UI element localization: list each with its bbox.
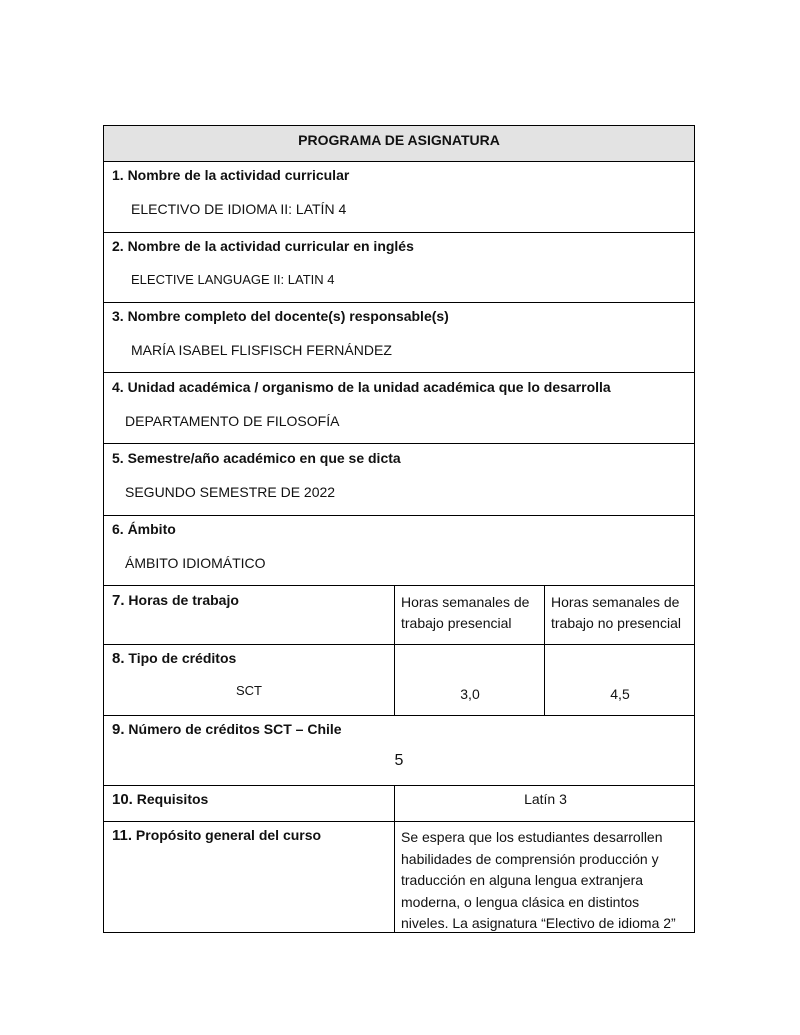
section-academic-unit — [103, 373, 695, 444]
section-label: 5. Semestre/año académico en que se dicta — [112, 450, 401, 466]
section-requirements — [103, 785, 695, 822]
section-course-name — [103, 161, 695, 233]
header-cell-presencial: Horas semanales de trabajo presencial — [394, 586, 545, 644]
section-label: 4. Unidad académica / organismo de la unidad académica que lo desarrolla — [112, 379, 611, 395]
section-scope — [103, 515, 695, 586]
section-value: MARÍA ISABEL FLISFISCH FERNÁNDEZ — [131, 342, 392, 358]
cell-no-presencial-hours: 4,5 — [544, 644, 695, 715]
section-value: DEPARTAMENTO DE FILOSOFÍA — [125, 413, 340, 429]
section-label: 1. Nombre de la actividad curricular — [112, 167, 350, 183]
section-work-hours — [103, 586, 695, 645]
section-course-name-english — [103, 232, 695, 303]
section-label: 3. Nombre completo del docente(s) responsable(s) — [112, 308, 449, 324]
section-semester — [103, 444, 695, 516]
section-value: ÁMBITO IDIOMÁTICO — [125, 555, 266, 571]
section-label: 10. Requisitos — [112, 791, 209, 808]
requirements-value: Latín 3 — [394, 785, 696, 821]
program-table — [103, 125, 697, 933]
section-label: 8. Tipo de créditos — [112, 650, 237, 667]
section-label: 2. Nombre de la actividad curricular en inglés — [112, 238, 414, 254]
section-instructor — [103, 302, 695, 373]
purpose-value: Se espera que los estudiantes desarrollen habilidades de comprensión producción y traducción en alguna lengua extranjera moderna, o lengua clásica en distintos niveles. La asignatura “Electivo de idioma 2” — [394, 821, 696, 932]
section-label: 9. Número de créditos SCT – Chile — [112, 721, 342, 738]
section-label: 7. Horas de trabajo — [112, 592, 239, 609]
section-value: ELECTIVO DE IDIOMA II: LATÍN 4 — [131, 201, 347, 217]
section-credits-number — [103, 715, 695, 786]
section-label: 11. Propósito general del curso — [112, 827, 322, 844]
section-value: ELECTIVE LANGUAGE II: LATIN 4 — [131, 272, 335, 287]
section-value: SEGUNDO SEMESTRE DE 2022 — [125, 484, 336, 500]
credit-type-value: SCT — [236, 683, 262, 698]
header-cell-no-presencial: Horas semanales de trabajo no presencial — [544, 586, 695, 644]
credits-value: 5 — [394, 752, 404, 769]
section-label: 6. Ámbito — [112, 521, 176, 537]
cell-presencial-hours: 3,0 — [394, 644, 545, 715]
section-credit-type — [103, 644, 695, 716]
section-course-purpose — [103, 821, 695, 933]
table-title: PROGRAMA DE ASIGNATURA — [103, 125, 695, 162]
